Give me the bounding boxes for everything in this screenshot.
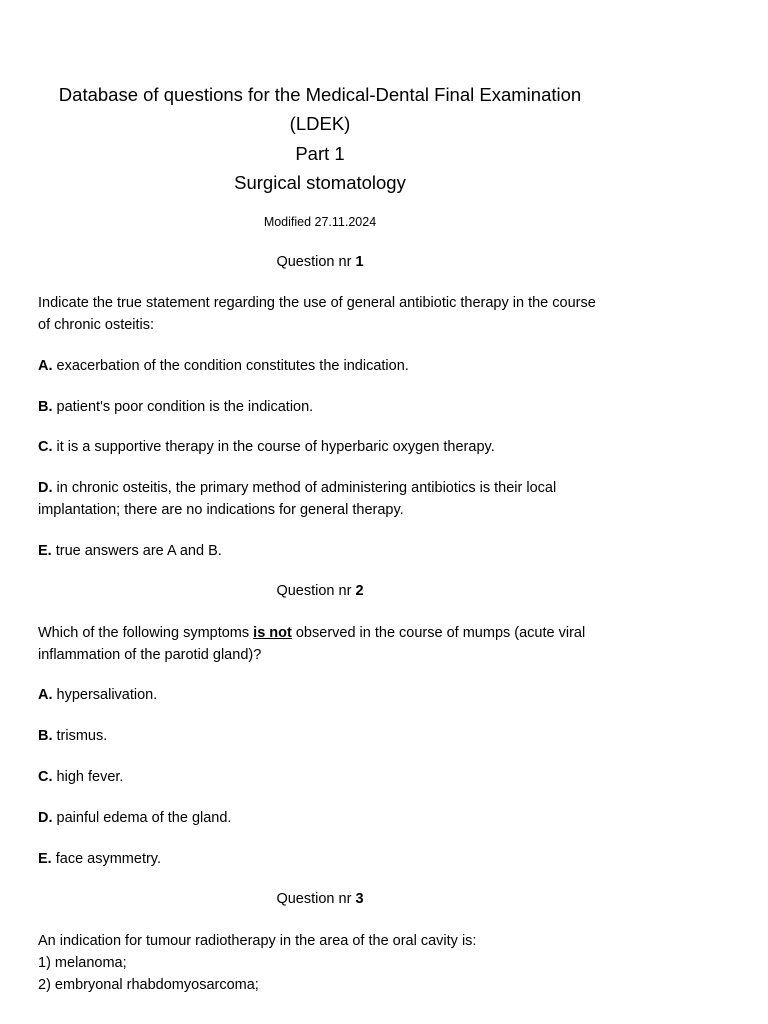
answer-option	[38, 725, 608, 747]
option-letter: D.	[38, 480, 53, 496]
title-line: Database of questions for the Medical-Dental Final Examination	[58, 84, 582, 105]
option-text: face asymmetry.	[51, 851, 162, 867]
answer-option	[38, 540, 608, 562]
option-text: painful edema of the gland.	[52, 810, 232, 826]
option-text: it is a supportive therapy in the course of hyperbaric oxygen therapy.	[52, 439, 495, 455]
title-line: (LDEK)	[289, 113, 351, 135]
list-item: 2) embryonal rhabdomyosarcoma;	[38, 977, 259, 993]
question-text: Indicate the true statement regarding the use of general antibiotic therapy in the course of chronic osteitis:	[38, 295, 596, 333]
answer-option	[38, 355, 608, 377]
list-item: 1) melanoma;	[38, 955, 127, 971]
option-letter: D.	[38, 810, 53, 826]
question-text-emphasis: is not	[253, 625, 292, 641]
answer-option	[38, 848, 608, 870]
question-text-part: observed in the course of mumps (acute viral inflammation of the parotid gland)?	[38, 625, 586, 663]
option-letter: A.	[38, 358, 53, 374]
answer-option	[38, 766, 608, 788]
question-heading	[40, 254, 600, 270]
option-text: high fever.	[52, 769, 124, 785]
option-letter: C.	[38, 769, 53, 785]
option-letter: E.	[38, 851, 52, 867]
question-heading	[40, 583, 600, 599]
option-text: exacerbation of the condition constitutes the indication.	[52, 358, 409, 374]
title-line: Part 1	[295, 142, 345, 164]
question-heading-prefix: Question nr	[276, 254, 356, 270]
answer-option	[38, 684, 608, 706]
document-title	[40, 80, 600, 197]
option-letter: A.	[38, 687, 53, 703]
option-letter: B.	[38, 728, 53, 744]
question-number: 2	[355, 583, 364, 599]
question-heading-prefix: Question nr	[276, 583, 356, 599]
modified-date: Modified 27.11.2024	[263, 215, 377, 229]
option-text: true answers are A and B.	[51, 543, 222, 559]
question-number: 3	[355, 891, 364, 907]
answer-option	[38, 396, 608, 418]
option-text: trismus.	[52, 728, 108, 744]
answer-option	[38, 436, 608, 458]
option-letter: B.	[38, 399, 53, 415]
option-letter: E.	[38, 543, 52, 559]
answer-option	[38, 477, 608, 521]
option-letter: C.	[38, 439, 53, 455]
question-number: 1	[355, 254, 364, 270]
answer-option	[38, 807, 608, 829]
title-line: Surgical stomatology	[234, 171, 406, 193]
question-text-part: Which of the following symptoms	[38, 625, 254, 641]
question-heading	[40, 891, 600, 907]
option-text: hypersalivation.	[52, 687, 158, 703]
question-heading-prefix: Question nr	[276, 891, 356, 907]
option-text: patient's poor condition is the indication.	[52, 399, 314, 415]
question-text	[38, 622, 608, 666]
question-text: An indication for tumour radiotherapy in the area of the oral cavity is:	[38, 933, 477, 949]
option-text: in chronic osteitis, the primary method of administering antibiotics is their local implantation; there are no indications for general therapy.	[38, 480, 557, 518]
